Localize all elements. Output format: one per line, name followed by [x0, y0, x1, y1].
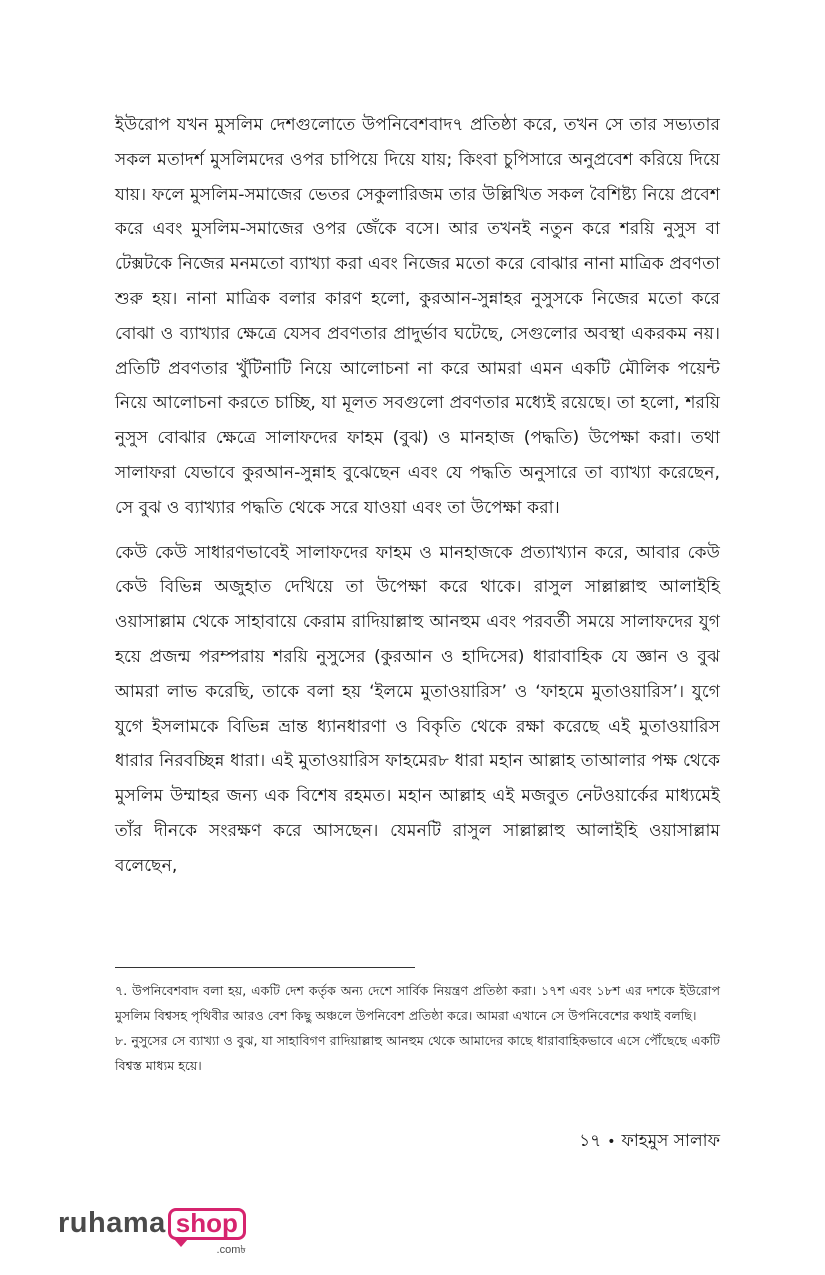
speech-bubble-tail-icon	[174, 1239, 188, 1247]
page-number: ১৭	[579, 1131, 602, 1151]
body-paragraph-2: কেউ কেউ সাধারণভাবেই সালাফদের ফাহম ও মানহাজকে প্রত্যাখ্যান করে, আবার কেউ কেউ বিভিন্ন অজুহাত দেখিয়ে তা উপেক্ষা করে থাকে। রাসুল সাল্লাল্লাহু আলাইহি ওয়াসাল্লাম থেকে সাহাবায়ে কেরাম রাদিয়াল্লাহু আনহুম এবং পরবর্তী সময়ে সালাফদের যুগ হয়ে প্রজন্ম পরম্পরায় শরয়ি নুসুসের (কুরআন ও হাদিসের) ধারাবাহিক যে জ্ঞান ও বুঝ আমরা লাভ করেছি, তাকে বলা হয় ‘ইলমে মুতাওয়ারিস’ ও ‘ফাহমে মুতাওয়ারিস’। যুগে যুগে ইসলামকে বিভিন্ন ভ্রান্ত ধ্যানধারণা ও বিকৃতি থেকে রক্ষা করেছে এই মুতাওয়ারিস ধারার নিরবচ্ছিন্ন ধারা। এই মুতাওয়ারিস ফাহমের৮ ধারা মহান আল্লাহ তাআলার পক্ষ থেকে মুসলিম উম্মাহর জন্য এক বিশেষ রহমত। মহান আল্লাহ এই মজবুত নেটওয়ার্কের মাধ্যমেই তাঁর দীনকে সংরক্ষণ করে আসছেন। যেমনটি রাসুল সাল্লাল্লাহু আলাইহি ওয়াসাল্লাম বলেছেন,	[115, 542, 720, 876]
logo-ruhama-text: ruhama	[58, 1207, 166, 1239]
logo-shop-badge	[168, 1208, 246, 1256]
ruhamashop-logo	[58, 1207, 246, 1256]
logo-domain-text: .com৳	[216, 1244, 246, 1256]
body-paragraph-1: ইউরোপ যখন মুসলিম দেশগুলোতে উপনিবেশবাদ৭ প্রতিষ্ঠা করে, তখন সে তার সভ্যতার সকল মতাদর্শ মুসলিমদের ওপর চাপিয়ে দিয়ে যায়; কিংবা চুপিসারে অনুপ্রবেশ করিয়ে দিয়ে যায়। ফলে মুসলিম-সমাজের ভেতর সেকুলারিজম তার উল্লিখিত সকল বৈশিষ্ট্য নিয়ে প্রবেশ করে এবং মুসলিম-সমাজের ওপর জেঁকে বসে। আর তখনই নতুন করে শরয়ি নুসুস বা টেক্সটকে নিজের মনমতো ব্যাখ্যা করা এবং নিজের মতো করে বোঝার নানা মাত্রিক প্রবণতা শুরু হয়। নানা মাত্রিক বলার কারণ হলো, কুরআন-সুন্নাহর নুসুসকে নিজের মতো করে বোঝা ও ব্যাখ্যার ক্ষেত্রে যেসব প্রবণতার প্রাদুর্ভাব ঘটেছে, সেগুলোর অবস্থা একরকম নয়। প্রতিটি প্রবণতার খুঁটিনাটি নিয়ে আলোচনা না করে আমরা এমন একটি মৌলিক পয়েন্ট নিয়ে আলোচনা করতে চাচ্ছি, যা মূলত সবগুলো প্রবণতার মধ্যেই রয়েছে। তা হলো, শরয়ি নুসুস বোঝার ক্ষেত্রে সালাফদের ফাহম (বুঝ) ও মানহাজ (পদ্ধতি) উপেক্ষা করা। তথা সালাফরা যেভাবে কুরআন-সুন্নাহ বুঝেছেন এবং যে পদ্ধতি অনুসারে তা ব্যাখ্যা করেছেন, সে বুঝ ও ব্যাখ্যার পদ্ধতি থেকে সরে যাওয়া এবং তা উপেক্ষা করা।	[115, 115, 721, 518]
logo-shop-text: shop	[168, 1208, 246, 1240]
footnote-8: ৮. নুসুসের সে ব্যাখ্যা ও বুঝ, যা সাহাবিগণ রাদিয়াল্লাহু আনহুম থেকে আমাদের কাছে ধারাবাহিকভাবে এসে পৌঁছেছে একটি বিশ্বস্ত মাধ্যম হয়ে।	[115, 1033, 720, 1073]
footnote-divider	[115, 967, 415, 968]
footnotes	[115, 978, 720, 1078]
page-footer	[579, 1128, 720, 1156]
running-book-title: ফাহমুস সালাফ	[621, 1131, 720, 1151]
footer-separator: •	[607, 1134, 616, 1150]
footnote-7: ৭. উপনিবেশবাদ বলা হয়, একটি দেশ কর্তৃক অন্য দেশে সার্বিক নিয়ন্ত্রণ প্রতিষ্ঠা করা। ১৭শ এবং ১৮শ এর দশকে ইউরোপ মুসলিম বিশ্বসহ পৃথিবীর আরও বেশ কিছু অঞ্চলে উপনিবেশ প্রতিষ্ঠা করে। আমরা এখানে সে উপনিবেশের কথাই বলছি।	[115, 983, 720, 1023]
main-text	[115, 108, 720, 884]
